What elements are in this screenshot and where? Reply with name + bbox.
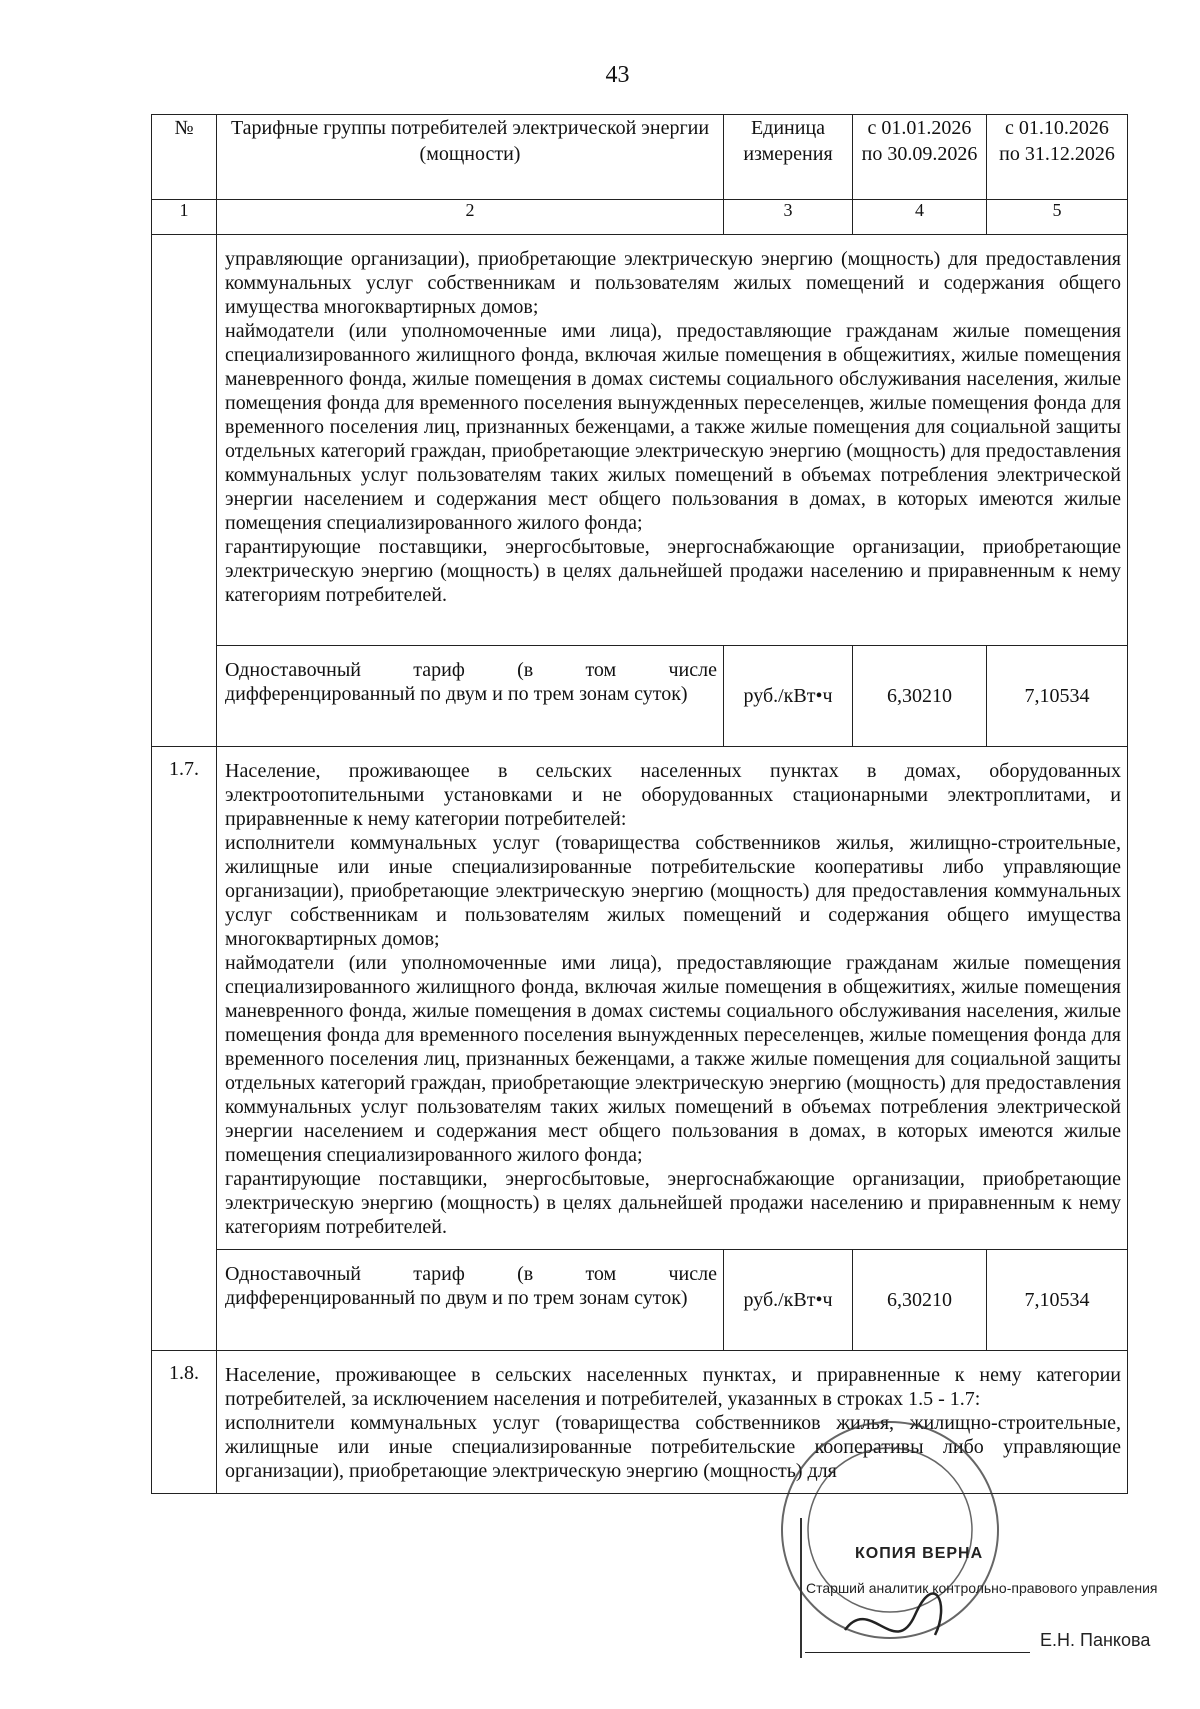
tariff-name: Одноставочный тариф (в том числе дифференцированный по двум и по трем зонам суток) — [217, 646, 724, 747]
description-paragraph: исполнители коммунальных услуг (товарищества собственников жилья, жилищно-строительные, жилищные или иные специализированные потребительские кооперативы либо управляющие организации), приобретающие электрическую энергию (мощность) для — [225, 1412, 1121, 1482]
tariff-value-period-1: 6,30210 — [853, 1250, 987, 1351]
stamp-position: Старший аналитик контрольно-правового управления — [806, 1580, 1158, 1596]
header-period-1: с 01.01.2026 по 30.09.2026 — [853, 115, 987, 200]
description-paragraph: Население, проживающее в сельских населенных пунктах в домах, оборудованных электроотопительными установками и не оборудованных стационарными электроплитами, и приравненные к нему категории потребителей: — [225, 760, 1121, 830]
signature — [845, 1594, 941, 1635]
header-number: № — [152, 115, 217, 200]
row-number: 1.7. — [152, 747, 217, 1351]
description-paragraph: Население, проживающее в сельских населенных пунктах, и приравненные к нему категории потребителей, за исключением населения и потребителей, указанных в строках 1.5 - 1.7: — [225, 1364, 1121, 1410]
tariff-table — [151, 114, 1128, 1494]
description-paragraph: наймодатели (или уполномоченные ими лица), предоставляющие гражданам жилые помещения специализированного жилищного фонда, включая жилые помещения в общежитиях, жилые помещения маневренного фонда, жилые помещения в домах системы социального обслуживания населения, жилые помещения фонда для временного поселения вынужденных переселенцев, жилые помещения фонда для временного поселения лиц, признанных беженцами, а также жилые помещения для социальной защиты отдельных категорий граждан, приобретающие электрическую энергию (мощность) для предоставления коммунальных услуг пользователям таких жилых помещений в объемах потребления электрической энергии населением и содержания мест общего пользования в домах, в которых имеются жилые помещения специализированного жилого фонда; — [225, 952, 1121, 1166]
tariff-unit: руб./кВт•ч — [724, 1250, 853, 1351]
consumer-group-row — [152, 235, 1128, 646]
tariff-name: Одноставочный тариф (в том числе дифференцированный по двум и по трем зонам суток) — [217, 1250, 724, 1351]
description-paragraph: гарантирующие поставщики, энергосбытовые, энергоснабжающие организации, приобретающие электрическую энергию (мощность) в целях дальнейшей продажи населению и приравненным к нему категориям потребителей. — [225, 1168, 1121, 1238]
header-unit: Единица измерения — [724, 115, 853, 200]
row-number — [152, 235, 217, 747]
column-number: 1 — [152, 200, 217, 235]
tariff-unit: руб./кВт•ч — [724, 646, 853, 747]
consumer-group-description — [217, 747, 1128, 1250]
signature-line — [805, 1652, 1030, 1653]
tariff-value-period-2: 7,10534 — [987, 646, 1128, 747]
column-number: 5 — [987, 200, 1128, 235]
header-period-2: с 01.10.2026 по 31.12.2026 — [987, 115, 1128, 200]
consumer-group-row — [152, 747, 1128, 1250]
consumer-group-description — [217, 235, 1128, 646]
column-numbering-row — [152, 200, 1128, 235]
stamp-title: КОПИЯ ВЕРНА — [855, 1545, 984, 1562]
description-paragraph: гарантирующие поставщики, энергосбытовые, энергоснабжающие организации, приобретающие электрическую энергию (мощность) в целях дальнейшей продажи населению и приравненным к нему категориям потребителей. — [225, 536, 1121, 606]
description-paragraph: наймодатели (или уполномоченные ими лица), предоставляющие гражданам жилые помещения специализированного жилищного фонда, включая жилые помещения в общежитиях, жилые помещения маневренного фонда, жилые помещения в домах системы социального обслуживания населения, жилые помещения фонда для временного поселения вынужденных переселенцев, жилые помещения фонда для временного поселения лиц, признанных беженцами, а также жилые помещения для социальной защиты отдельных категорий граждан, приобретающие электрическую энергию (мощность) для предоставления коммунальных услуг пользователям таких жилых помещений в объемах потребления электрической энергии населением и содержания мест общего пользования в домах, в которых имеются жилые помещения специализированного жилого фонда; — [225, 320, 1121, 534]
header-row — [152, 115, 1128, 200]
tariff-row — [152, 1250, 1128, 1351]
column-number: 3 — [724, 200, 853, 235]
row-number: 1.8. — [152, 1351, 217, 1494]
tariff-value-period-1: 6,30210 — [853, 646, 987, 747]
description-paragraph: управляющие организации), приобретающие электрическую энергию (мощность) для предоставления коммунальных услуг собственникам и пользователям жилых помещений и содержания общего имущества многоквартирных домов; — [225, 248, 1121, 318]
header-consumer-group: Тарифные группы потребителей электрической энергии (мощности) — [217, 115, 724, 200]
stamp-signatory-name: Е.Н. Панкова — [1040, 1630, 1151, 1650]
page-number: 43 — [605, 62, 630, 88]
description-paragraph: исполнители коммунальных услуг (товарищества собственников жилья, жилищно-строительные, жилищные или иные специализированные потребительские кооперативы либо управляющие организации), приобретающие электрическую энергию (мощность) для предоставления коммунальных услуг собственникам и пользователям жилых помещений и содержания общего имущества многоквартирных домов; — [225, 832, 1121, 950]
column-number: 4 — [853, 200, 987, 235]
tariff-row — [152, 646, 1128, 747]
column-number: 2 — [217, 200, 724, 235]
tariff-value-period-2: 7,10534 — [987, 1250, 1128, 1351]
